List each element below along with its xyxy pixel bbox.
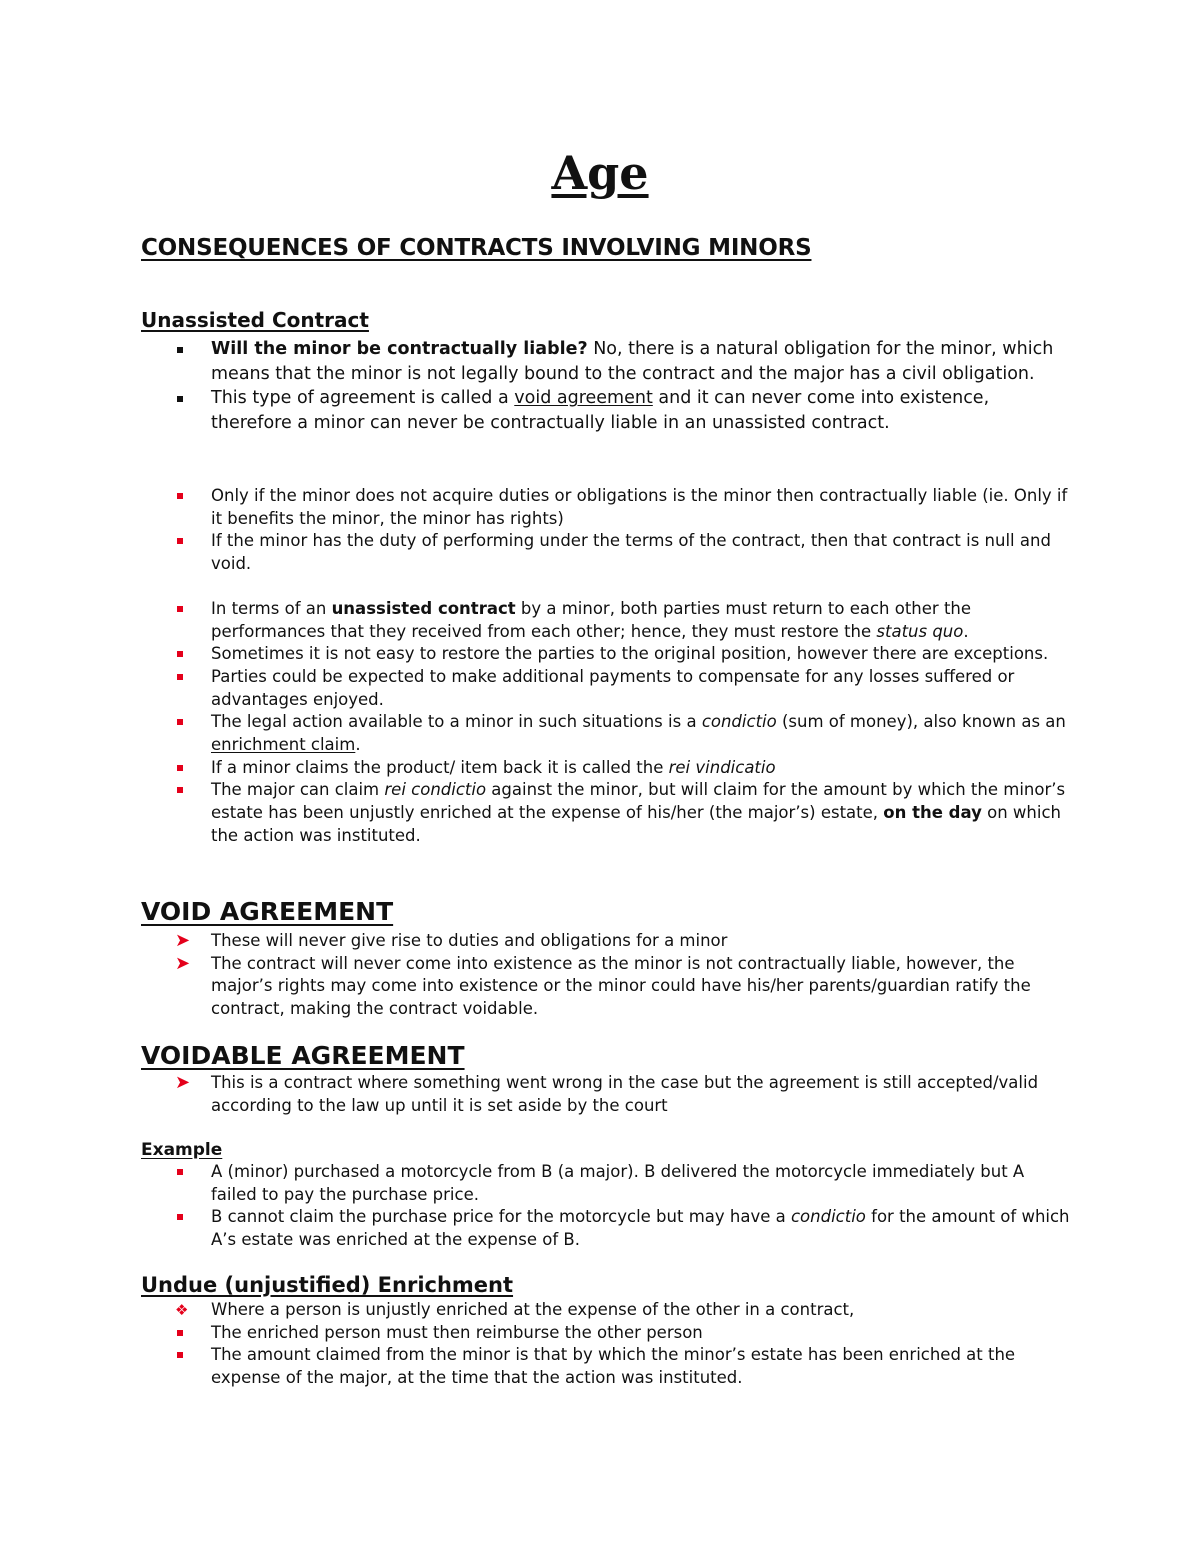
main-heading: CONSEQUENCES OF CONTRACTS INVOLVING MINORS xyxy=(141,235,812,261)
list-item: ➤ The contract will never come into existence as the minor is not contractually liable, however, the major’s rights may come into existence or the minor could have his/her parents/guardian ratify the contract, making the contract voidable. xyxy=(175,952,1031,1019)
list-item: The major can claim rei condictio against the minor, but will claim for the amount by which the minor’s estate has been unjustly enriched at the expense of his/her (the major’s) estate, on the day on which the action was instituted. xyxy=(211,780,1066,845)
list-item: Sometimes it is not easy to restore the parties to the original position, however there are exceptions. xyxy=(211,644,1049,664)
red-diamond-bullet-icon: ❖ xyxy=(175,1301,189,1319)
example-list xyxy=(0,1161,1200,1252)
void-heading: VOID AGREEMENT xyxy=(141,897,394,926)
void-list xyxy=(0,930,1200,1021)
list-item: A (minor) purchased a motorcycle from B (a major). B delivered the motorcycle immediately but A failed to pay the purchase price. xyxy=(211,1162,1025,1204)
red-arrow-bullet-icon: ➤ xyxy=(175,952,191,974)
list-item: In terms of an unassisted contract by a minor, both parties must return to each other the performances that they received from each other; hence, they must restore the status quo. xyxy=(211,598,972,641)
unassisted-list-top xyxy=(0,337,1200,435)
list-item: The amount claimed from the minor is that by which the minor’s estate has been enriched at the expense of the major, at the time that the action was instituted. xyxy=(211,1345,1016,1388)
voidable-heading: VOIDABLE AGREEMENT xyxy=(141,1041,465,1070)
red-arrow-bullet-icon: ➤ xyxy=(175,1072,191,1093)
unassisted-heading: Unassisted Contract xyxy=(141,308,369,332)
red-arrow-bullet-icon: ➤ xyxy=(175,930,191,951)
list-item: Only if the minor does not acquire duties or obligations is the minor then contractually liable (ie. Only if it benefits the minor, the minor has rights) xyxy=(211,486,1068,528)
list-item: If a minor claims the product/ item back it is called the rei vindicatio xyxy=(211,757,776,777)
list-item: ➤ This is a contract where something went wrong in the case but the agreement is still accepted/valid according to the law up until it is set aside by the court xyxy=(175,1072,1039,1115)
list-item: B cannot claim the purchase price for the motorcycle but may have a condictio for the amount of which A’s estate was enriched at the expense of B. xyxy=(211,1207,1070,1250)
undue-heading: Undue (unjustified) Enrichment xyxy=(141,1273,514,1297)
list-item: ❖ Where a person is unjustly enriched at the expense of the other in a contract, xyxy=(175,1300,855,1319)
unassisted-list-bottom xyxy=(0,485,1200,848)
page-title: Age xyxy=(551,146,649,200)
list-item: If the minor has the duty of performing under the terms of the contract, then that contract is null and void. xyxy=(211,531,1051,574)
example-heading: Example xyxy=(141,1140,223,1160)
undue-list xyxy=(0,1299,1200,1390)
list-item: Parties could be expected to make additional payments to compensate for any losses suffered or advantages enjoyed. xyxy=(211,666,1015,709)
list-item: This type of agreement is called a void agreement and it can never come into existence, therefore a minor can never be contractually liable in an unassisted contract. xyxy=(211,388,990,433)
list-item: ➤ These will never give rise to duties and obligations for a minor xyxy=(175,930,728,951)
list-item: The legal action available to a minor in such situations is a condictio (sum of money), also known as an enrichment claim. xyxy=(211,712,1066,755)
list-item: Will the minor be contractually liable? No, there is a natural obligation for the minor, which means that the minor is not legally bound to the contract and the major has a civil obligation. xyxy=(211,339,1054,384)
list-item: The enriched person must then reimburse the other person xyxy=(211,1322,703,1342)
voidable-list xyxy=(0,1072,1200,1117)
